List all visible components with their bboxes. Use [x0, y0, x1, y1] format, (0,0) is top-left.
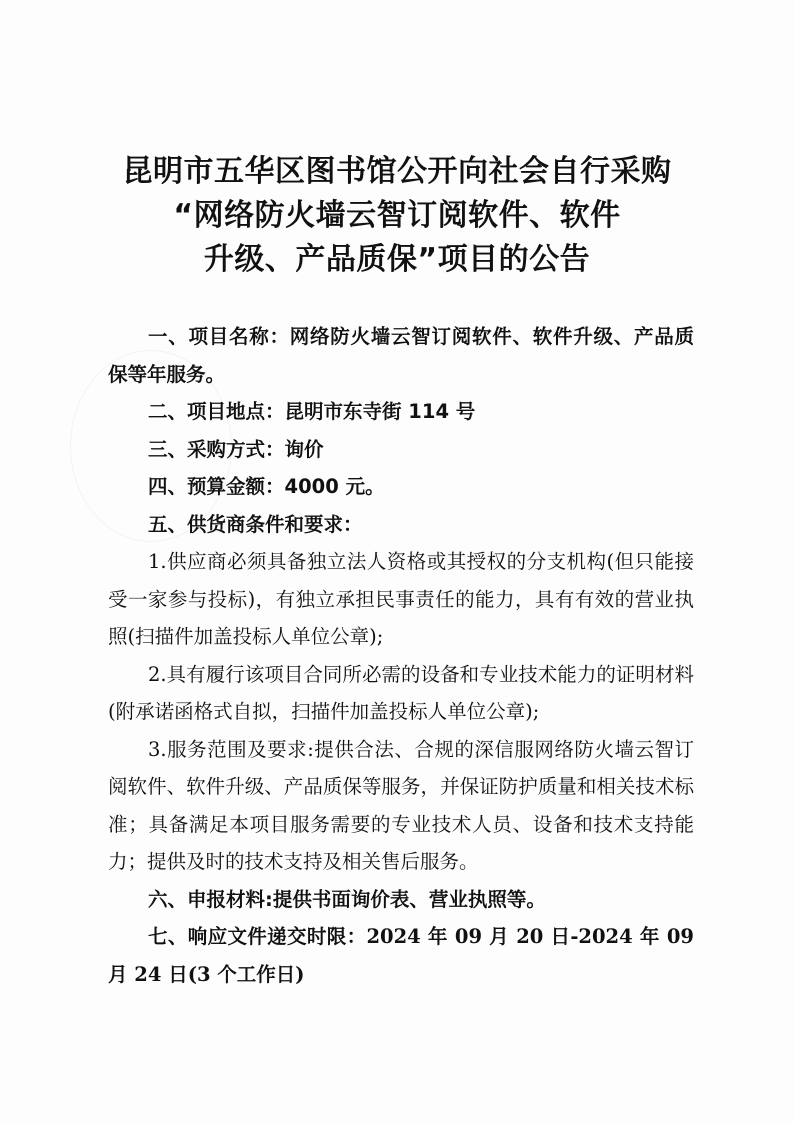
section-label: 三、采购方式： [148, 437, 285, 461]
section-supplier-requirements [108, 506, 694, 544]
section-value: 昆明市东寺街 114 号 [284, 400, 476, 423]
section-project-name [108, 318, 694, 393]
section-budget [108, 468, 694, 506]
document-title [100, 150, 694, 282]
title-line-2: “网络防火墙云智订阅软件、软件 [173, 198, 621, 233]
section-label: 七、响应文件递交时限： [148, 925, 367, 948]
section-label: 二、项目地点： [148, 400, 285, 423]
section-value: 4000 元。 [284, 475, 385, 498]
document-body [108, 318, 694, 993]
section-label: 五、供货商条件和要求： [148, 512, 363, 536]
section-submission-deadline [108, 918, 694, 993]
section-value: 询价 [284, 437, 324, 461]
requirement-item-3: 3.服务范围及要求:提供合法、合规的深信服网络防火墙云智订阅软件、软件升级、产品质保等服务，并保证防护质量和相关技术标准；具备满足本项目服务需要的专业技术人员、设备和技术支持能力；提供及时的技术支持及相关售后服务。 [108, 737, 694, 873]
section-value: 2024 年 09 月 20 日-2024 年 09 月 24 日(3 个工作日) [108, 925, 694, 986]
section-procurement-method [108, 431, 694, 469]
section-label: 六、申报材料: [148, 887, 273, 911]
section-application-materials [108, 881, 694, 919]
title-line-3: 升级、产品质保”项目的公告 [203, 242, 591, 277]
section-value: 提供书面询价表、营业执照等。 [272, 887, 546, 911]
section-value: 网络防火墙云智订阅软件、软件升级、产品质保等年服务。 [108, 325, 694, 386]
requirement-item-1: 1.供应商必须具备独立法人资格或其授权的分支机构(但只能接受一家参与投标)，有独立承担民事责任的能力，具有有效的营业执照(扫描件加盖投标人单位公章); [108, 550, 694, 648]
requirement-item-2: 2.具有履行该项目合同所必需的设备和专业技术能力的证明材料(附承诺函格式自拟，扫描件加盖投标人单位公章); [108, 662, 694, 723]
section-project-location [108, 393, 694, 431]
title-line-1: 昆明市五华区图书馆公开向社会自行采购 [122, 154, 672, 189]
section-label: 一、项目名称： [148, 325, 290, 348]
section-label: 四、预算金额： [148, 475, 285, 498]
